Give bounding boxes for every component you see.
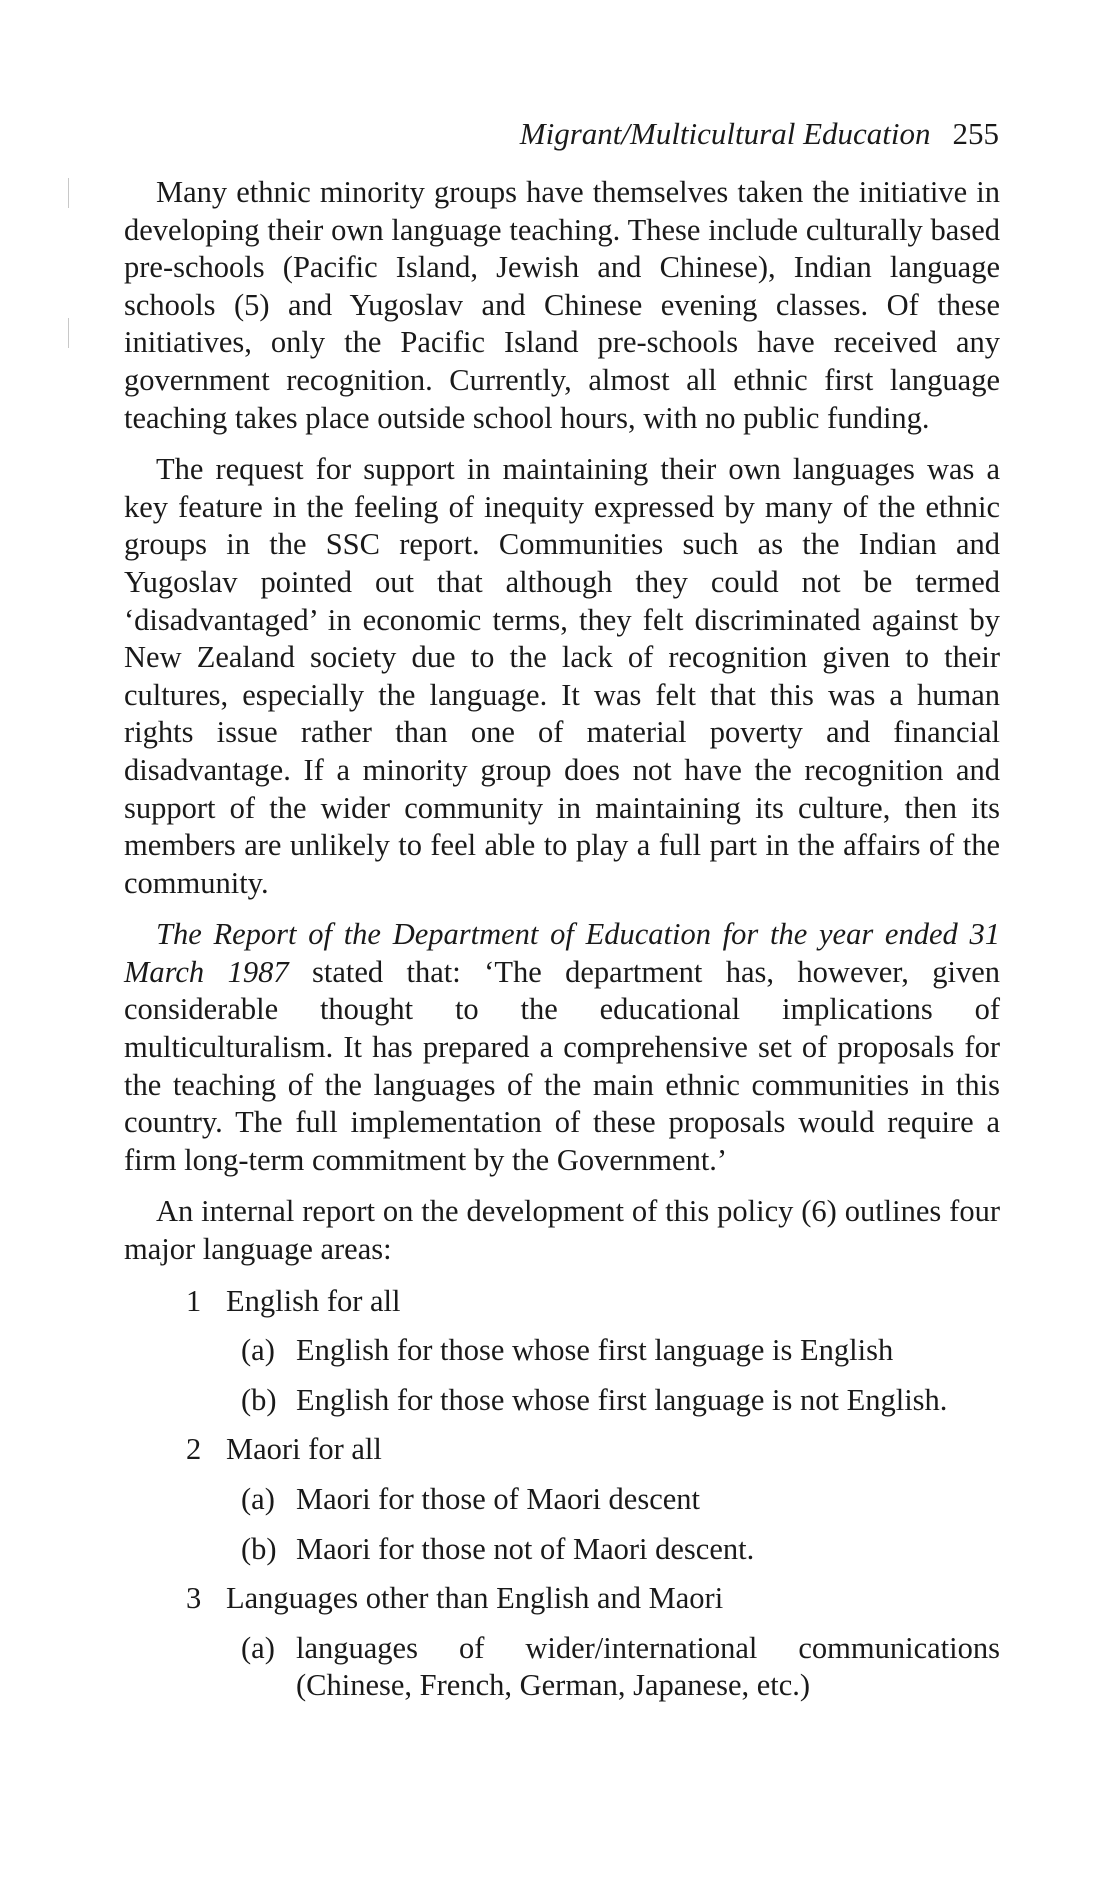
paragraph [124, 916, 1000, 1179]
list-item-text: Languages other than English and Maori [226, 1581, 724, 1616]
list-item [186, 1580, 1000, 1618]
list-item [186, 1283, 1000, 1321]
sub-list-letter: (b) [241, 1531, 277, 1566]
sub-list-item [241, 1332, 1000, 1370]
report-title: The Report of the Department of Education for the year ended 31 March 1987 [124, 917, 1000, 989]
sub-list-item-text: languages of wider/international communications (Chinese, French, German, Japanese, etc.) [296, 1630, 1000, 1703]
sub-list-letter: (a) [241, 1630, 275, 1665]
sub-list-item [241, 1630, 1000, 1705]
sub-list-item-text: Maori for those not of Maori descent. [296, 1531, 755, 1566]
paragraph: The request for support in maintaining their own languages was a key feature in the feeling of inequity expressed by many of the ethnic groups in the SSC report. Communities such as the Indian and Yugoslav pointed out that although they could not be termed ‘disadvantaged’ in economic terms, they felt discriminated against by New Zealand society due to the lack of recognition given to their cultures, especially the language. It was felt that this was a human rights issue rather than one of material poverty and financial disadvantage. If a minority group does not have the recognition and support of the wider community in maintaining its culture, then its members are unlikely to feel able to play a full part in the affairs of the community. [124, 452, 1000, 900]
list-number: 2 [186, 1432, 202, 1467]
body-text [124, 174, 1000, 1717]
paragraph: An internal report on the development of this policy (6) outlines four major language areas: [124, 1194, 1000, 1267]
sub-list-item [241, 1531, 1000, 1569]
margin-mark [68, 178, 69, 208]
list-item-text: English for all [226, 1283, 401, 1318]
sub-list-item [241, 1382, 1000, 1420]
running-head-title: Migrant/Multicultural Education [519, 116, 931, 151]
list-number: 3 [186, 1581, 202, 1616]
sub-list-letter: (a) [241, 1333, 275, 1368]
page-number: 255 [952, 116, 999, 151]
paragraph-text: stated that: ‘The department has, however, given considerable thought to the educational implications of multiculturalism. It has prepared a comprehensive set of proposals for the teaching of the languages of the main ethnic communities in this country. The full implementation of these proposals would require a firm long-term commitment by the Government.’ [124, 954, 1000, 1177]
sub-list-item-text: Maori for those of Maori descent [296, 1482, 701, 1516]
paragraph: Many ethnic minority groups have themselves taken the initiative in developing their own language teaching. These include culturally based pre-schools (Pacific Island, Jewish and Chinese), Indian language schools (5) and Yugoslav and Chinese evening classes. Of these initiatives, only the Pacific Island pre-schools have received any government recognition. Currently, almost all ethnic first language teaching takes place outside school hours, with no public funding. [124, 175, 1000, 435]
sub-list-letter: (b) [241, 1382, 277, 1417]
running-head [520, 114, 999, 154]
sub-list-item-text: English for those whose first language is English [296, 1333, 894, 1368]
sub-list-letter: (a) [241, 1482, 275, 1516]
list-item [186, 1431, 1000, 1469]
list-item-text: Maori for all [226, 1432, 382, 1467]
list-number: 1 [186, 1283, 202, 1318]
language-areas-list [124, 1283, 1000, 1705]
sub-list-item-text: English for those whose first language is not English. [296, 1382, 948, 1417]
margin-mark [68, 318, 69, 348]
sub-list-item [241, 1481, 1000, 1519]
